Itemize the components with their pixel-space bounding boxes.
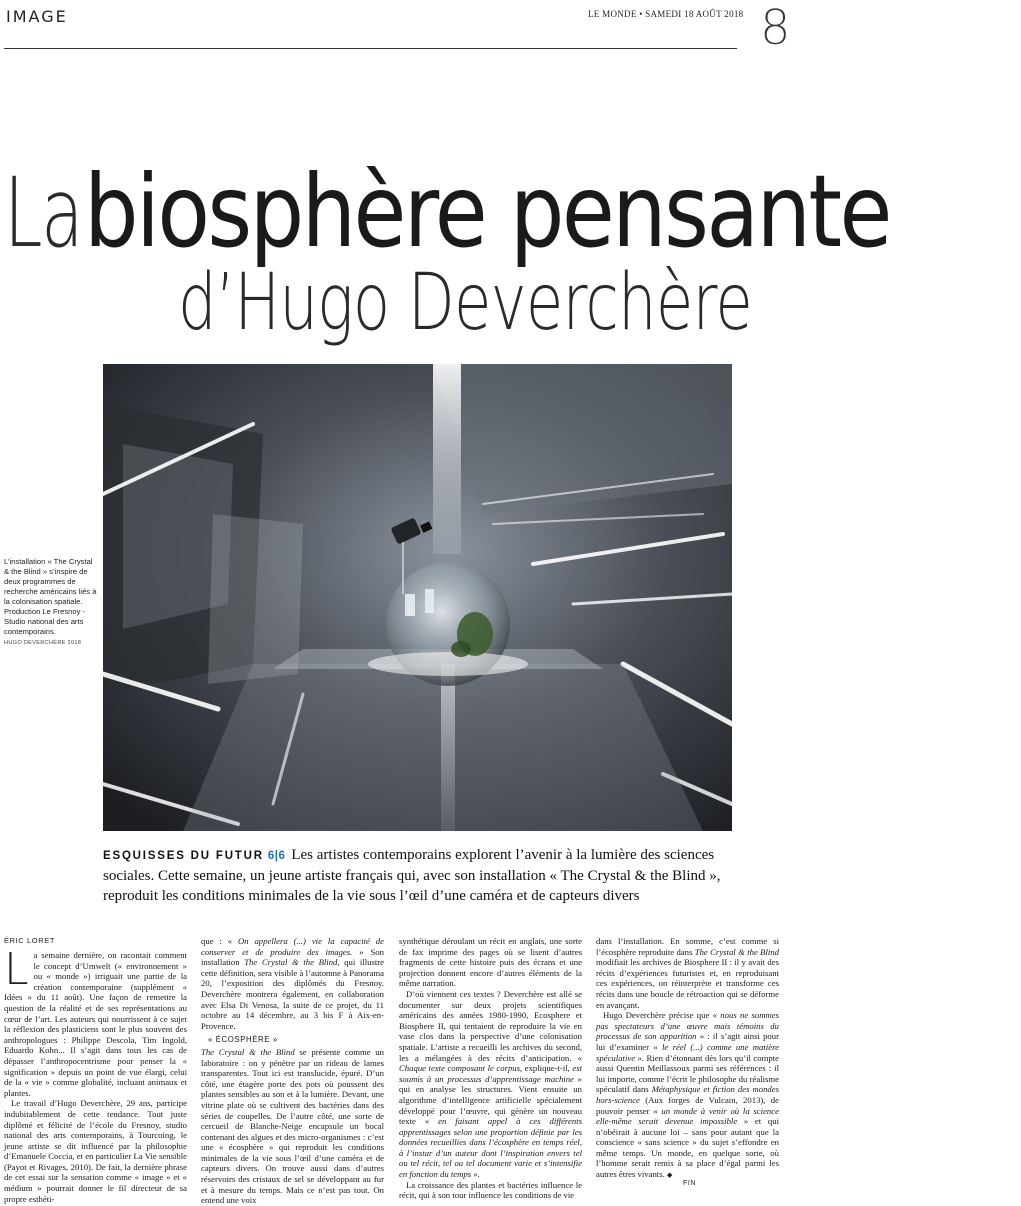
paragraph <box>596 936 779 1010</box>
book-title: Métaphysique et fiction des mondes hors-science <box>596 1084 779 1105</box>
article-column-2 <box>201 936 384 1206</box>
text-run: » Son installation <box>201 946 384 968</box>
headline-prefix: La <box>4 157 82 269</box>
paragraph <box>596 1010 779 1181</box>
quote-text: le réel (...) comme une matière spéculative <box>596 1041 779 1063</box>
quote-text: nous ne sommes pas spectateurs d’une œuvre mais témoins du processus de son apparition <box>596 1010 779 1042</box>
article-column-3 <box>399 936 582 1201</box>
headline-main: biosphère pensante <box>84 153 890 270</box>
header-rule <box>4 48 737 49</box>
text-run: » et qui n’obéirait à aucune loi – sans pour autant que la conscience « sans science » du sujet s’effondre en même temps. Un monde, en quelque sorte, où l’homme serait remis à sa place d’égal parmi les autres êtres vivants. <box>596 1116 779 1180</box>
paragraph: La croissance des plantes et bactéries influence le récit, qui à son tour influence les conditions de vie <box>399 1179 582 1201</box>
quote-text: en faisant appel à ces différents apprentissages selon une proportion définie par les données recueillies dans l’écosphère en temps réel, à l’instar d’un auteur dont l’inspiration envers tel ou tel récit, tel ou tel document varie et s’intensifie en fonction du temps <box>399 1116 582 1180</box>
text-run: » : il s’agit ainsi pour lui d’examiner « <box>596 1031 779 1052</box>
text-run: ». Rien d’étonnant dès lors qu’il compte aussi Quentin Meillassoux parmi ses références : il lui importe, comme l’écrit le philosophe du réalisme spéculatif dans <box>596 1052 779 1095</box>
headline-subtitle: d’Hugo Deverchère <box>178 258 753 348</box>
text-run: ». <box>471 1169 480 1180</box>
text-run: dans l’installation. En somme, c’est comme si l’écosphère reproduite dans <box>596 936 779 957</box>
quote-text: On appellera (...) vie la capacité de conserver et de produire des images. <box>201 936 384 957</box>
paragraph <box>201 1047 384 1206</box>
text-run: modifiait les archives de Biosphere II : il y avait des récits d’expériences futuristes et, en reproduisant ces expériences, on réinterprète et transforme ces récits dans une boucle de rétroaction qui se déforme en avançant. <box>596 957 779 1010</box>
quote-text: est soumis à un processus d’apprentissage machine <box>399 1063 582 1084</box>
standfirst-text: Les artistes contemporains explorent l’avenir à la lumière des sciences sociales. Cette semaine, un jeune artiste français qui, avec son installation « The Crystal & the Blind », reproduit les conditions minimales de la vie sous l’œil d’une caméra et de capteurs divers <box>103 847 721 904</box>
work-title: The Crystal & the Blind <box>694 946 779 957</box>
paragraph: synthétique déroulant un récit en anglais, une sorte de fax imprime des pages où se lisent d’autres fragments de cette histoire puis des écrans et une projection donnent encore d’autres éléments de la même narration. <box>399 936 582 989</box>
photo-caption <box>4 557 98 648</box>
work-title: The Crystal & the Blind <box>201 1046 295 1057</box>
headline-line-2 <box>178 258 753 348</box>
drop-cap: L <box>4 944 29 995</box>
paragraph <box>201 936 384 1031</box>
series-kicker: ESQUISSES DU FUTUR <box>103 850 264 862</box>
paragraph: Le travail d’Hugo Deverchère, 29 ans, participe indubitablement de cette tendance. Tout juste diplômé et félicité de l’école du Fresnoy, studio national des arts contemporains, à Tourcoing, le jeune artiste se dit influencé par la philosophie d’Emanuele Coccia, et en particulier La Vie sensible (Payot et Rivages, 2010). De fait, la dernière phrase de cet essai sur la sensation comme « image » et « médium » pourrait donner le fil directeur de sa propre esthéti- <box>4 1098 187 1204</box>
text-run: que : « <box>201 936 238 946</box>
section-label: IMAGE <box>6 7 68 26</box>
caption-text: L’installation « The Crystal & the Blind » s’inspire de deux programmes de recherche américains liés à la colonisation spatiale. Production Le Fresnoy - Studio national des arts contemporains. <box>4 557 97 636</box>
end-mark-icon: ◆ <box>666 1171 673 1180</box>
series-number: 6|6 <box>267 850 286 862</box>
paragraph-text: a semaine dernière, on racontait comment le concept d’Umwelt (« environnement » ou « monde ») irriguait une partie de la création contemporaine (supplément « Idées » du 11 août). Une façon de remettre la question de la réalité et de ses représentations au cœur de l’art. Les auteurs qui nourrissent à ce sujet la réflexion des plasticiens sont le plus souvent des anthropologues : Philippe Descola, Tim Ingold, Eduardo Kohn... Il s’agit dans tous les cas de dépasser l’anthropocentrisme pour penser la « signification » depuis un point de vue élargi, celui de la « vie » comme globalité, incluant animaux et plantes. <box>4 950 187 1098</box>
text-run: , explique-t-il, <box>520 1063 573 1074</box>
installation-photo <box>103 364 732 831</box>
article-standfirst <box>103 845 723 906</box>
subheading: « ÉCOSPHÈRE » <box>208 1035 278 1045</box>
photo-credit: HUGO DEVERCHÈRE 2018 <box>4 640 82 646</box>
page-number: 8 <box>760 0 791 56</box>
article-column-4 <box>596 936 779 1181</box>
article-end-label: FIN <box>683 1180 697 1187</box>
work-title: The Crystal & the Blind <box>244 957 338 968</box>
text-run: D’où viennent ces textes ? Deverchère est allé se documenter sur deux projets scientifiques américains des années 1980-1990, Ecosphere et Biosphere II, qui tentaient de reproduire la vie en vase clos dans la perspective d’une colonisation spatiale. L’artiste a recueilli les archives du second, les a mélangées à des récits d’anticipation. « <box>399 988 582 1063</box>
text-run: (Aux forges de Vulcain, 2013), de pouvoir penser « <box>596 1094 779 1116</box>
paragraph <box>4 944 187 1098</box>
text-run: Hugo Deverchère précise que « <box>603 1010 721 1021</box>
text-run: se présente comme un laboratoire : on y pénètre par un rideau de lames transparentes. Tout ici est translucide, épuré. D’un côté, une étagère porte des pots où poussent des plantes sensibles au son et à la lumière. Devant, une vitrine plate où se cultivent des bactéries dans des séries de coupelles. De l’autre côté, une sorte de cercueil de Blanche-Neige encapsule un bocal contenant des algues et des micro-organismes : c’est une « écosphère » qui reproduit les conditions minimales de la vie sous l’œil d’une caméra et de capteurs divers. On trouve aussi dans d’autres réservoirs des cristaux de sel se développant au fur et à mesure du temps. Mais ce n’est pas tout. On entend une voix <box>201 1046 384 1206</box>
paragraph <box>399 989 582 1180</box>
text-run: , qui illustre cette définition, sera visible à l’automne à Panorama 20, l’exposition des diplômés du Fresnoy. Deverchère montrera également, en collaboration avec Elsa Di Venosa, la suite de ce projet, du 11 octobre au 14 décembre, au 3 bis F à Aix-en-Provence. <box>201 957 384 1031</box>
author-byline: ÉRIC LORET <box>4 936 56 945</box>
photo-illustration <box>103 364 732 831</box>
text-run: » qui en analyse les structures. Vient ensuite un algorithme d’intelligence artificielle spécialement développé pour l’œuvre, qui génère un nouveau texte « <box>399 1073 583 1127</box>
quote-text: un monde à venir où la science elle-même serait devenue impossible <box>596 1105 779 1127</box>
article-column-1 <box>4 944 187 1204</box>
quote-text: Chaque texte composant le corpus <box>399 1063 521 1074</box>
newspaper-date: LE MONDE • SAMEDI 18 AOÛT 2018 <box>588 9 744 19</box>
